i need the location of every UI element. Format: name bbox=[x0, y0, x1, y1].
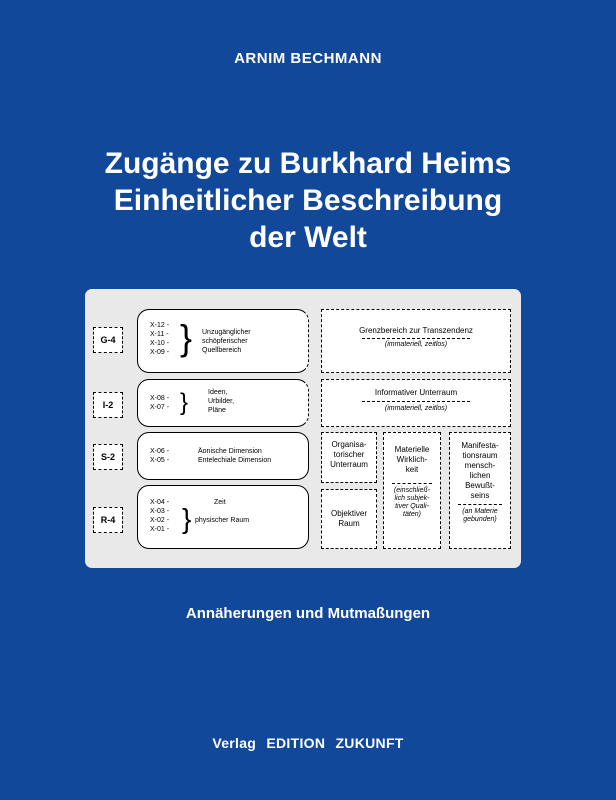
dimension-list bbox=[150, 394, 169, 412]
row-box-s2 bbox=[137, 432, 309, 480]
brace-icon: } bbox=[180, 317, 193, 358]
row-description: Unzugänglicher schöpferischer Quellbereich bbox=[202, 329, 251, 354]
row-box-g4 bbox=[137, 309, 309, 373]
divider bbox=[392, 483, 432, 484]
informativer-box bbox=[321, 379, 511, 427]
title-line-3: der Welt bbox=[249, 221, 367, 254]
manifestationsraum-box: Manifesta- tionsraum mensch- lichen Bewußt- seins (an Materie gebunden) bbox=[449, 432, 511, 549]
dimension-list bbox=[150, 498, 169, 534]
dimension-list bbox=[150, 447, 169, 465]
book-subtitle: Annäherungen und Mutmaßungen bbox=[185, 605, 431, 622]
row-description-time: Zeit bbox=[214, 499, 226, 506]
dimension-x04: X-04 - bbox=[150, 499, 170, 506]
organisatorischer-box: Organisa- torischer Unterraum bbox=[321, 432, 377, 483]
brace-icon: } bbox=[180, 389, 189, 416]
divider bbox=[458, 504, 502, 505]
dimension-list bbox=[150, 321, 169, 357]
publisher-word-3: ZUKUNFT bbox=[335, 735, 404, 751]
informativer-subtitle: (immateriell, zeitlos) bbox=[384, 405, 448, 412]
materielle-wirklichkeit-box: Materielle Wirklich- keit (einschließ- lich subjek- tiver Quali- täten) bbox=[383, 432, 441, 549]
objektiver-raum-box: Objektiver Raum bbox=[321, 489, 377, 549]
dimension-x03: X-03 - bbox=[150, 508, 170, 515]
dimension-x10: X-10 - bbox=[150, 340, 170, 347]
dimension-x09: X-09 - bbox=[150, 349, 170, 356]
row-description: Ideen, Urbilder, Pläne bbox=[208, 389, 235, 414]
divider bbox=[362, 338, 470, 339]
dimension-x11: X-11 - bbox=[150, 331, 169, 338]
dimension-x01: X-01 - bbox=[150, 526, 170, 533]
informativer-title: Informativer Unterraum bbox=[374, 388, 458, 397]
dimension-x12: X-12 - bbox=[150, 322, 170, 329]
dimension-x08: X-08 - bbox=[150, 395, 170, 402]
row-description: Äonische Dimension Entelechiale Dimension bbox=[198, 448, 272, 464]
row-label-s2: S-2 bbox=[93, 444, 123, 470]
row-description-space: physischer Raum bbox=[195, 517, 250, 524]
publisher-word-2: EDITION bbox=[266, 735, 326, 751]
divider bbox=[362, 401, 470, 402]
grenzbereich-title: Grenzbereich zur Transzendenz bbox=[359, 326, 473, 335]
brace-icon: } bbox=[182, 503, 192, 534]
title-line-1: Zugänge zu Burkhard Heims bbox=[104, 147, 512, 180]
dimension-x06: X-06 - bbox=[150, 448, 170, 455]
title-line-2: Einheitlicher Beschreibung bbox=[113, 184, 503, 217]
publisher bbox=[0, 735, 616, 751]
publisher-word-1: Verlag bbox=[212, 735, 257, 751]
cover-diagram bbox=[85, 289, 521, 568]
dimension-x02: X-02 - bbox=[150, 517, 170, 524]
dimension-x05: X-05 - bbox=[150, 457, 170, 464]
dimension-x07: X-07 - bbox=[150, 404, 170, 411]
grenzbereich-subtitle: (immateriell, zeitlos) bbox=[384, 341, 448, 348]
row-box-r4 bbox=[137, 485, 309, 549]
book-title bbox=[0, 145, 616, 256]
author-name: ARNIM BECHMANN bbox=[234, 50, 382, 67]
grenzbereich-box bbox=[321, 309, 511, 373]
row-label-r4: R-4 bbox=[93, 507, 123, 533]
row-box-i2 bbox=[137, 379, 309, 427]
row-label-g4: G-4 bbox=[93, 327, 123, 353]
row-label-i2: I-2 bbox=[93, 392, 123, 418]
